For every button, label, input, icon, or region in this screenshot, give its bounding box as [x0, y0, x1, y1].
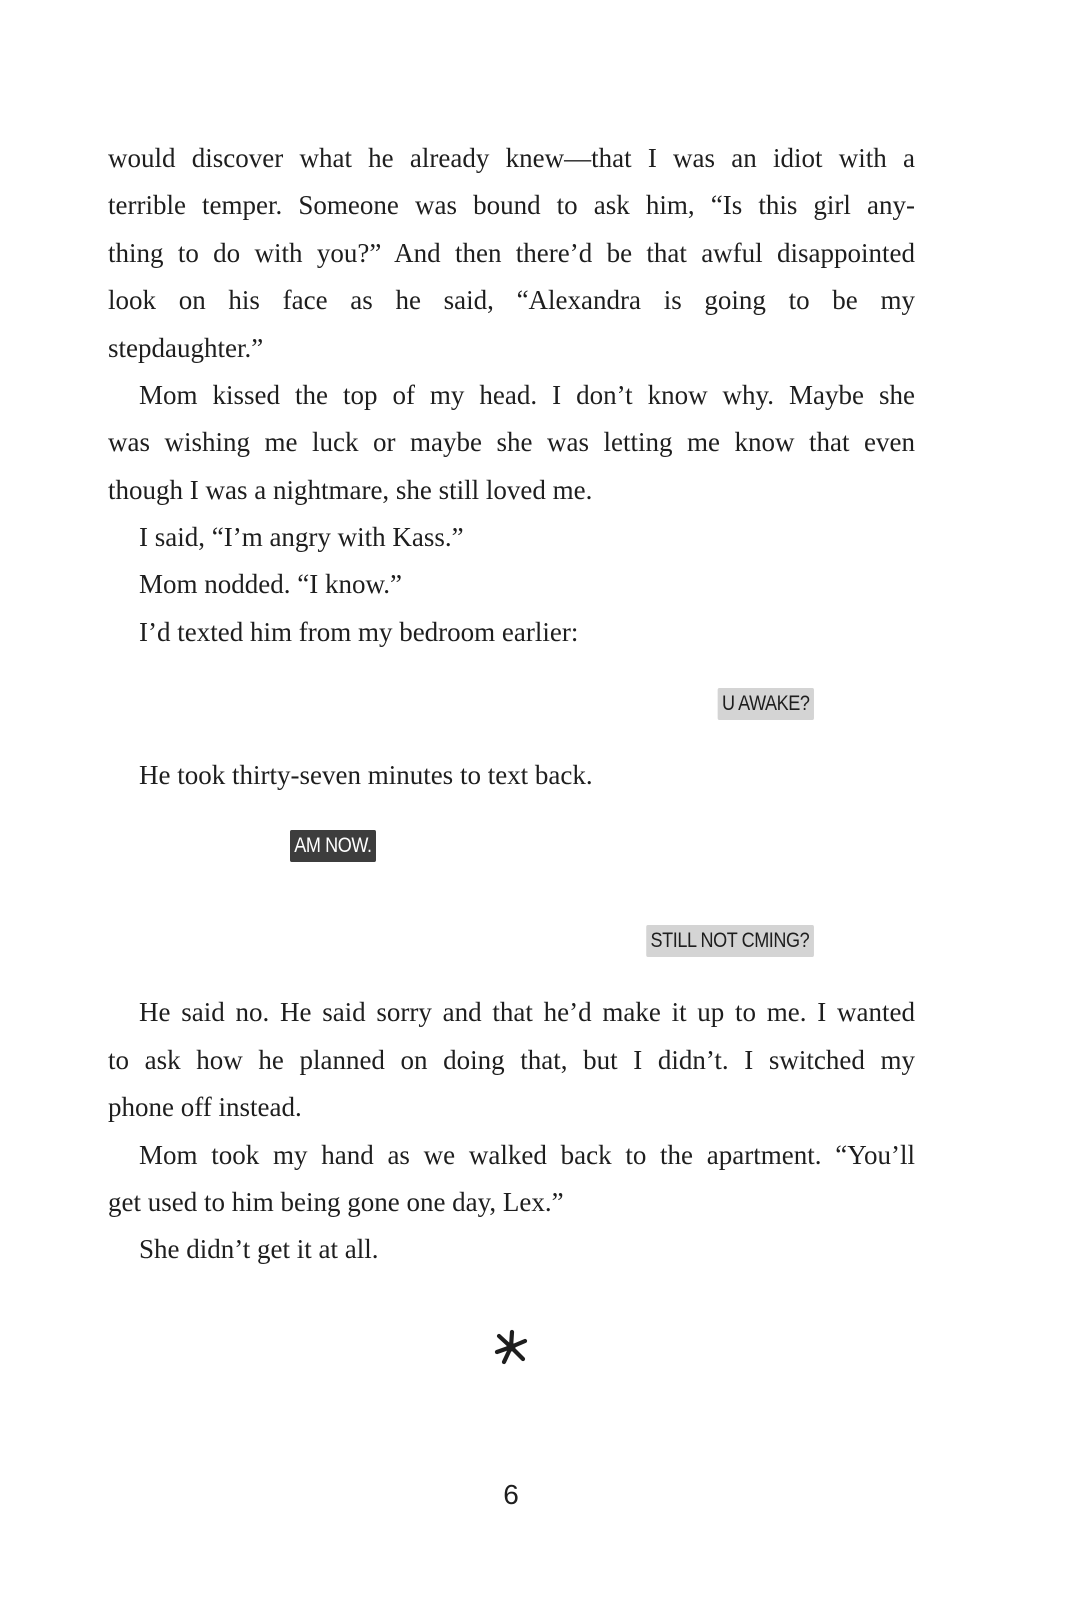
- asterisk-flower-icon: [492, 1328, 530, 1366]
- text-line: He took thirty-seven minutes to text back.: [139, 760, 593, 790]
- text-line: Mom nodded. “I know.”: [139, 569, 402, 599]
- page-number: 6: [503, 1479, 519, 1510]
- text-line: I said, “I’m angry with Kass.”: [139, 522, 464, 552]
- text-line: look on his face as he said, “Alexandra is going to be my: [108, 285, 915, 315]
- text-line: terrible temper. Someone was bound to ask him, “Is this girl any-: [108, 190, 915, 220]
- sent-text-message: U AWAKE?: [718, 688, 814, 720]
- text-line: thing to do with you?” And then there’d be that awful disappointed: [108, 238, 915, 268]
- sent-text-message: STILL NOT CMING?: [647, 925, 814, 957]
- received-text-message: AM NOW.: [290, 830, 376, 862]
- text-line: though I was a nightmare, she still loved me.: [108, 475, 593, 505]
- text-line: Mom kissed the top of my head. I don’t know why. Maybe she: [139, 380, 915, 410]
- text-line: stepdaughter.”: [108, 333, 264, 363]
- text-line: Mom took my hand as we walked back to the apartment. “You’ll: [139, 1140, 915, 1170]
- text-line: was wishing me luck or maybe she was letting me know that even: [108, 427, 915, 457]
- text-line: to ask how he planned on doing that, but I didn’t. I switched my: [108, 1045, 915, 1075]
- text-line: She didn’t get it at all.: [139, 1234, 379, 1264]
- text-line: He said no. He said sorry and that he’d make it up to me. I wanted: [139, 997, 915, 1027]
- text-line: phone off instead.: [108, 1092, 302, 1122]
- text-line: get used to him being gone one day, Lex.”: [108, 1187, 564, 1217]
- text-line: I’d texted him from my bedroom earlier:: [139, 617, 579, 647]
- text-line: would discover what he already knew—that I was an idiot with a: [108, 143, 915, 173]
